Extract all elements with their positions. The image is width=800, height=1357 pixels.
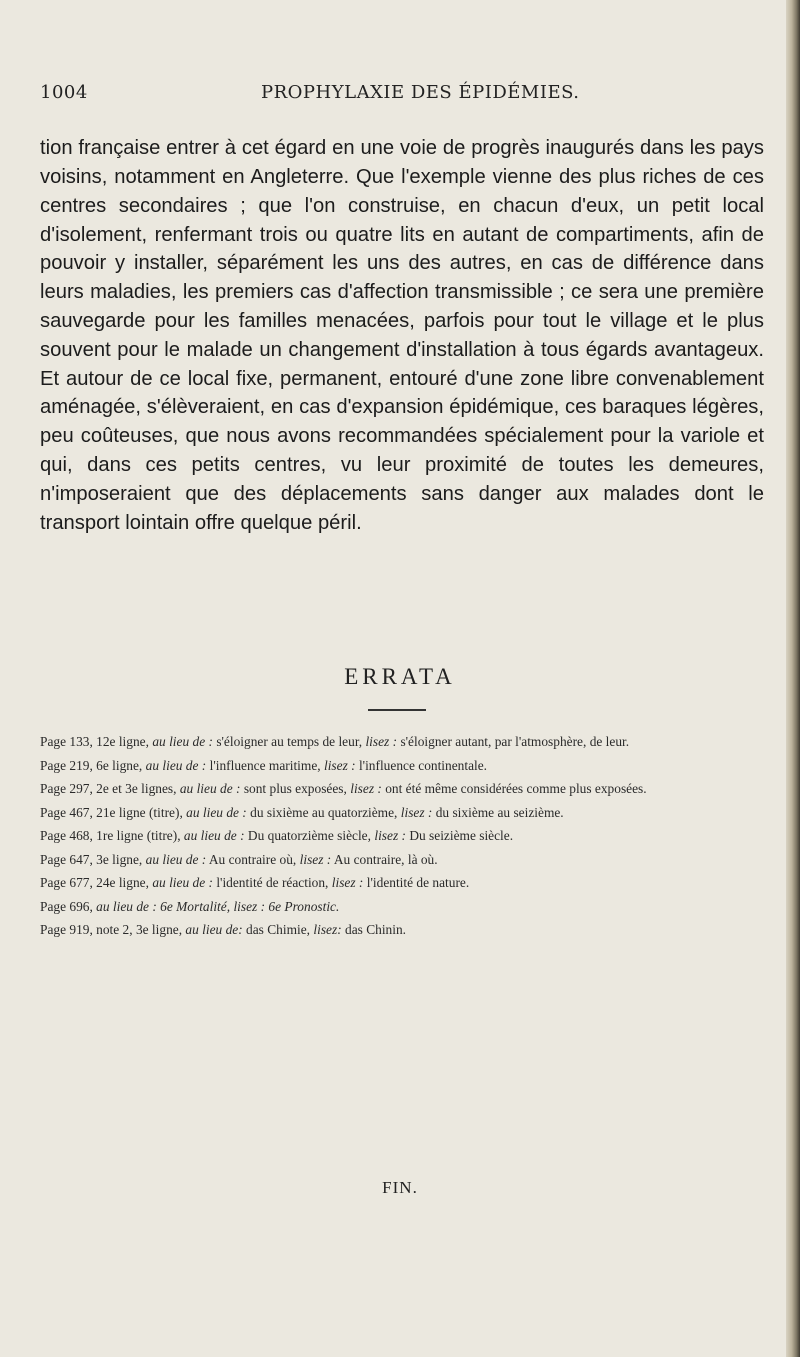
errata-ref: Page 297, 2e et 3e lignes, (40, 781, 177, 796)
errata-item (40, 918, 770, 942)
errata-read-label: lisez : (374, 828, 406, 843)
running-title: PROPHYLAXIE DES ÉPIDÉMIES. (261, 82, 580, 103)
errata-instead-label: au lieu de : (179, 781, 241, 796)
errata-correct-text: ont été même considérées comme plus exposées. (385, 781, 647, 796)
errata-ref: Page 647, 3e ligne, (40, 851, 143, 867)
errata-wrong-text: l'influence maritime, (209, 757, 321, 773)
errata-instead-label: au lieu de : (183, 828, 245, 843)
errata-wrong-text: das Chimie, (246, 922, 311, 937)
errata-instead-label: au lieu de : (145, 851, 207, 867)
errata-instead-label: au lieu de : (152, 875, 213, 890)
errata-wrong-text: Du quatorzième siècle, (247, 828, 371, 843)
errata-item (40, 730, 770, 754)
errata-wrong-text: l'identité de réaction, (216, 875, 329, 890)
errata-correct-text: Du seizième siècle. (409, 828, 514, 843)
errata-wrong-text: 6e Mortalité, (160, 898, 231, 914)
errata-read-label: lisez : (350, 781, 382, 796)
errata-ref: Page 919, note 2, 3e ligne, (40, 922, 183, 937)
errata-instead-label: au lieu de : (96, 898, 157, 914)
fin-marker: FIN. (382, 1178, 418, 1197)
errata-instead-label: au lieu de: (185, 922, 243, 937)
errata-read-label: lisez : (331, 875, 364, 890)
errata-ref: Page 219, 6e ligne, (40, 757, 143, 773)
errata-read-label: lisez : (323, 757, 356, 773)
errata-wrong-text: s'éloigner au temps de leur, (216, 734, 363, 749)
errata-read-label: lisez : (365, 734, 398, 749)
running-head (40, 82, 770, 108)
errata-instead-label: au lieu de : (152, 734, 213, 749)
errata-title: ERRATA (344, 664, 456, 689)
errata-correct-text: das Chinin. (345, 922, 407, 937)
errata-read-label: lisez: (313, 922, 342, 937)
errata-ref: Page 468, 1re ligne (titre), (40, 828, 181, 843)
errata-wrong-text: sont plus exposées, (243, 781, 347, 796)
errata-wrong-text: du sixième au quatorzième, (250, 804, 398, 820)
errata-read-label: lisez : (400, 804, 433, 820)
errata-item (40, 895, 770, 919)
errata-correct-text: s'éloigner autant, par l'atmosphère, de leur. (400, 734, 630, 749)
errata-correct-text: du sixième au seizième. (435, 804, 564, 820)
errata-read-label: lisez : (233, 898, 266, 914)
errata-ref: Page 133, 12e ligne, (40, 734, 149, 749)
errata-read-label: lisez : (299, 851, 332, 867)
errata-instead-label: au lieu de : (145, 757, 207, 773)
body-paragraph: tion française entrer à cet égard en une voie de progrès inaugurés dans les pays voisins, notamment en Angleterre. Que l'exemple vienne des plus riches de ces centres secondaires ; que l'on construise, en chacun d'eux, un petit local d'isolement, renfermant trois ou quatre lits en autant de compartiments, afin de pouvoir y installer, séparément les uns des autres, en cas de différence dans leurs maladies, les premiers cas d'affection transmissible ; ce sera une première sauvegarde pour les familles menacées, parfois pour tout le village et le plus souvent pour le malade un changement d'installation à tous égards avantageux. Et autour de ce local fixe, permanent, entouré d'une zone libre convenablement aménagée, s'élèveraient, en cas d'expansion épidémique, ces baraques légères, peu coûteuses, que nous avons recommandées spécialement pour la variole et qui, dans ces petits centres, vu leur proximité de toutes les demeures, n'imposeraient que des déplacements sans danger aux malades dont le transport lointain offre quelque péril. (40, 137, 764, 534)
errata-correct-text: Au contraire, là où. (333, 851, 438, 867)
errata-item (40, 848, 770, 872)
errata-item (40, 801, 770, 825)
errata-ref: Page 696, (40, 898, 93, 914)
errata-item (40, 824, 770, 848)
errata-divider (368, 709, 426, 711)
errata-item (40, 754, 770, 778)
errata-list (40, 730, 770, 942)
page-number: 1004 (40, 82, 88, 103)
errata-correct-text: l'identité de nature. (366, 875, 470, 890)
errata-correct-text: l'influence continentale. (358, 757, 488, 773)
errata-ref: Page 467, 21e ligne (titre), (40, 804, 183, 820)
errata-ref: Page 677, 24e ligne, (40, 875, 149, 890)
errata-correct-text: 6e Pronostic. (268, 898, 340, 914)
errata-item (40, 777, 770, 801)
errata-wrong-text: Au contraire où, (208, 851, 297, 867)
errata-instead-label: au lieu de : (186, 804, 247, 820)
errata-item (40, 871, 770, 895)
